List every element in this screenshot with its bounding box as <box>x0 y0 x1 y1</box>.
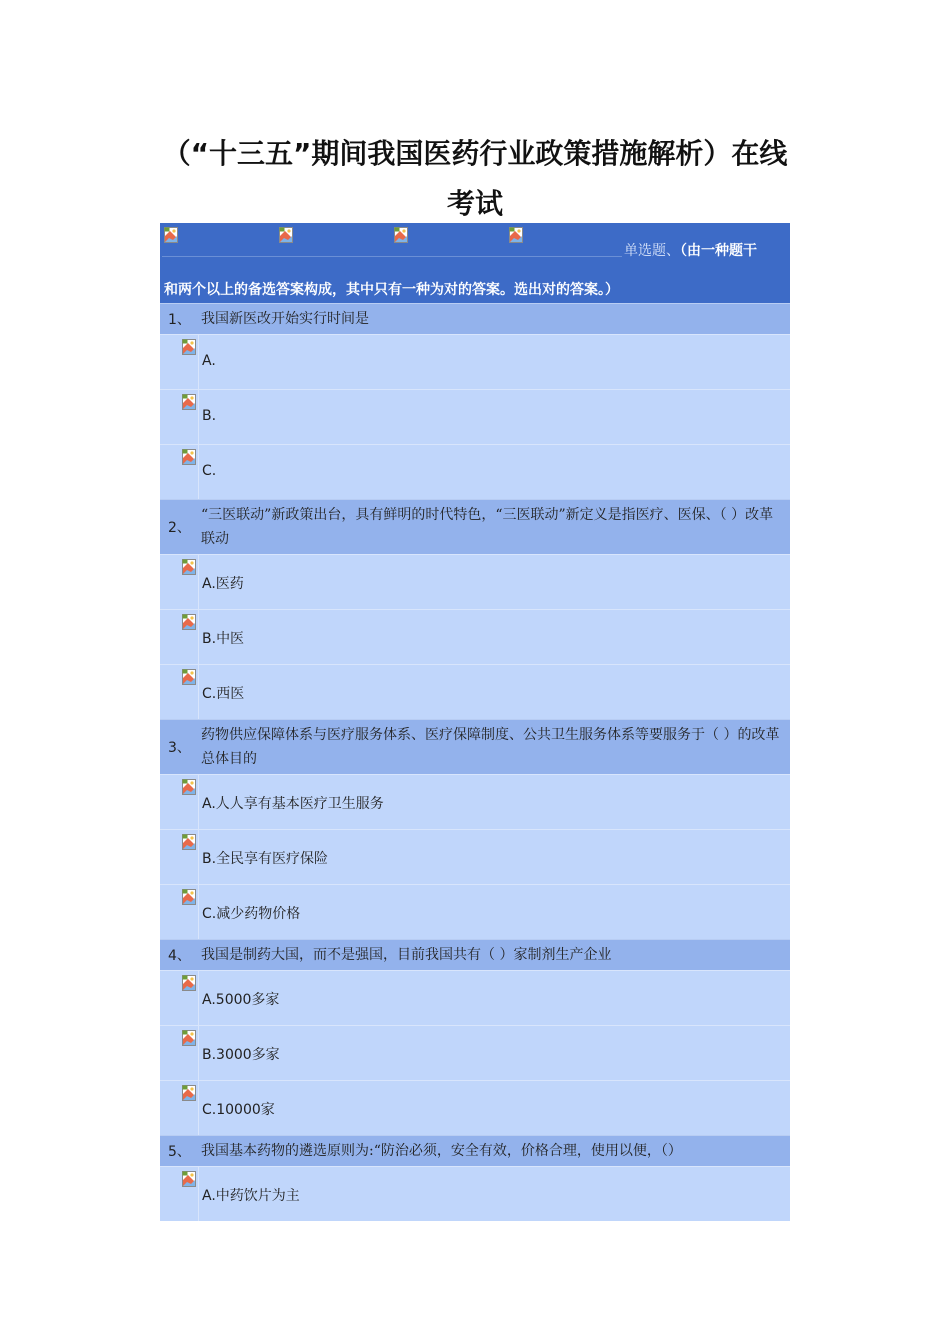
broken-image-icon <box>394 227 408 243</box>
option-marker-cell <box>160 610 199 664</box>
question-text: 我国新医改开始实行时间是 <box>201 311 369 327</box>
broken-image-icon[interactable] <box>182 394 196 410</box>
question-number: 4、 <box>168 948 191 964</box>
option-marker-cell <box>160 1026 199 1080</box>
broken-image-icon[interactable] <box>182 339 196 355</box>
header-image-cell <box>162 226 277 257</box>
question-number: 3、 <box>168 740 191 756</box>
option-label[interactable] <box>199 971 790 1025</box>
option-text: 多家 <box>251 992 280 1008</box>
broken-image-icon[interactable] <box>182 559 196 575</box>
option-text: 全民享有医疗保险 <box>216 851 329 867</box>
option-letter: A.5000 <box>202 992 252 1008</box>
broken-image-icon <box>279 227 293 243</box>
option-row[interactable] <box>160 334 790 389</box>
broken-image-icon[interactable] <box>182 669 196 685</box>
broken-image-icon <box>509 227 523 243</box>
broken-image-icon[interactable] <box>182 614 196 630</box>
option-label[interactable] <box>199 390 790 444</box>
question-text: 我国基本药物的遴选原则为:“防治必须，安全有效，价格合理，使用以便，（） <box>201 1143 682 1159</box>
question-list <box>160 303 790 1221</box>
option-text: 中医 <box>216 631 245 647</box>
exam-table <box>160 223 790 1221</box>
option-row[interactable] <box>160 884 790 939</box>
option-label[interactable] <box>199 1081 790 1135</box>
option-text: 多家 <box>251 1047 280 1063</box>
option-marker-cell <box>160 335 199 389</box>
option-row[interactable] <box>160 389 790 444</box>
section-label: 单选题、 <box>624 243 680 259</box>
option-label[interactable] <box>199 1026 790 1080</box>
section-instruction-part1: （由一种题干 <box>680 243 757 259</box>
option-row[interactable] <box>160 554 790 609</box>
question-row <box>160 499 790 554</box>
question-row <box>160 939 790 970</box>
option-row[interactable] <box>160 1025 790 1080</box>
question-row <box>160 719 790 774</box>
option-row[interactable] <box>160 970 790 1025</box>
option-text: 医药 <box>215 576 244 592</box>
broken-image-icon[interactable] <box>182 975 196 991</box>
option-text: 中药饮片为主 <box>215 1188 300 1204</box>
option-letter: B. <box>202 851 217 867</box>
option-marker-cell <box>160 885 199 939</box>
broken-image-icon[interactable] <box>182 449 196 465</box>
option-label[interactable] <box>199 885 790 939</box>
option-marker-cell <box>160 775 199 829</box>
option-row[interactable] <box>160 444 790 499</box>
option-label[interactable] <box>199 335 790 389</box>
option-label[interactable] <box>199 555 790 609</box>
question-number: 1、 <box>168 312 191 328</box>
option-marker-cell <box>160 555 199 609</box>
option-letter: A. <box>202 796 216 812</box>
option-row[interactable] <box>160 609 790 664</box>
header-icon-strip <box>162 226 622 257</box>
option-marker-cell <box>160 390 199 444</box>
option-row[interactable] <box>160 664 790 719</box>
option-letter: C.10000 <box>202 1102 261 1118</box>
page-title-line1: （“十三五”期间我国医药行业政策措施解析）在线 <box>162 137 788 170</box>
option-letter: B. <box>202 631 217 647</box>
option-letter: A. <box>202 576 216 592</box>
option-letter: A. <box>202 1188 216 1204</box>
broken-image-icon[interactable] <box>182 1030 196 1046</box>
option-row[interactable] <box>160 829 790 884</box>
option-marker-cell <box>160 971 199 1025</box>
option-letter: B. <box>202 408 217 424</box>
section-header <box>160 223 790 303</box>
option-letter: C. <box>202 463 217 479</box>
option-label[interactable] <box>199 665 790 719</box>
broken-image-icon[interactable] <box>182 779 196 795</box>
question-row <box>160 303 790 334</box>
page-title-line2: 考试 <box>446 187 503 220</box>
question-text: “三医联动”新政策出台，具有鲜明的时代特色，“三医联动”新定义是指医疗、医保、（ ）改革联动 <box>201 507 774 547</box>
broken-image-icon[interactable] <box>182 1085 196 1101</box>
option-marker-cell <box>160 1081 199 1135</box>
option-text: 减少药物价格 <box>216 906 301 922</box>
section-title <box>624 240 757 260</box>
question-text: 药物供应保障体系与医疗服务体系、医疗保障制度、公共卫生服务体系等要服务于（ ）的改革总体目的 <box>201 727 780 767</box>
option-text: 家 <box>260 1102 275 1118</box>
option-letter: C. <box>202 686 217 702</box>
header-image-cell <box>277 226 392 257</box>
option-marker-cell <box>160 830 199 884</box>
option-text: 人人享有基本医疗卫生服务 <box>215 796 384 812</box>
option-marker-cell <box>160 445 199 499</box>
question-number: 5、 <box>168 1144 191 1160</box>
section-instruction-part2: 和两个以上的备选答案构成，其中只有一种为对的答案。选出对的答案。） <box>164 282 619 298</box>
option-label[interactable] <box>199 610 790 664</box>
option-label[interactable] <box>199 1167 790 1221</box>
broken-image-icon[interactable] <box>182 834 196 850</box>
option-letter: B.3000 <box>202 1047 252 1063</box>
broken-image-icon <box>164 227 178 243</box>
option-row[interactable] <box>160 1080 790 1135</box>
option-row[interactable] <box>160 1166 790 1221</box>
broken-image-icon[interactable] <box>182 1171 196 1187</box>
broken-image-icon[interactable] <box>182 889 196 905</box>
option-label[interactable] <box>199 775 790 829</box>
option-label[interactable] <box>199 830 790 884</box>
option-letter: A. <box>202 353 216 369</box>
option-letter: C. <box>202 906 217 922</box>
option-text: 西医 <box>216 686 245 702</box>
question-number: 2、 <box>168 520 191 536</box>
option-label[interactable] <box>199 445 790 499</box>
option-marker-cell <box>160 1167 199 1221</box>
option-marker-cell <box>160 665 199 719</box>
option-row[interactable] <box>160 774 790 829</box>
question-row <box>160 1135 790 1166</box>
question-text: 我国是制药大国，而不是强国，目前我国共有（ ）家制剂生产企业 <box>201 947 612 963</box>
header-image-cell <box>392 226 507 257</box>
header-image-cell <box>507 226 622 257</box>
